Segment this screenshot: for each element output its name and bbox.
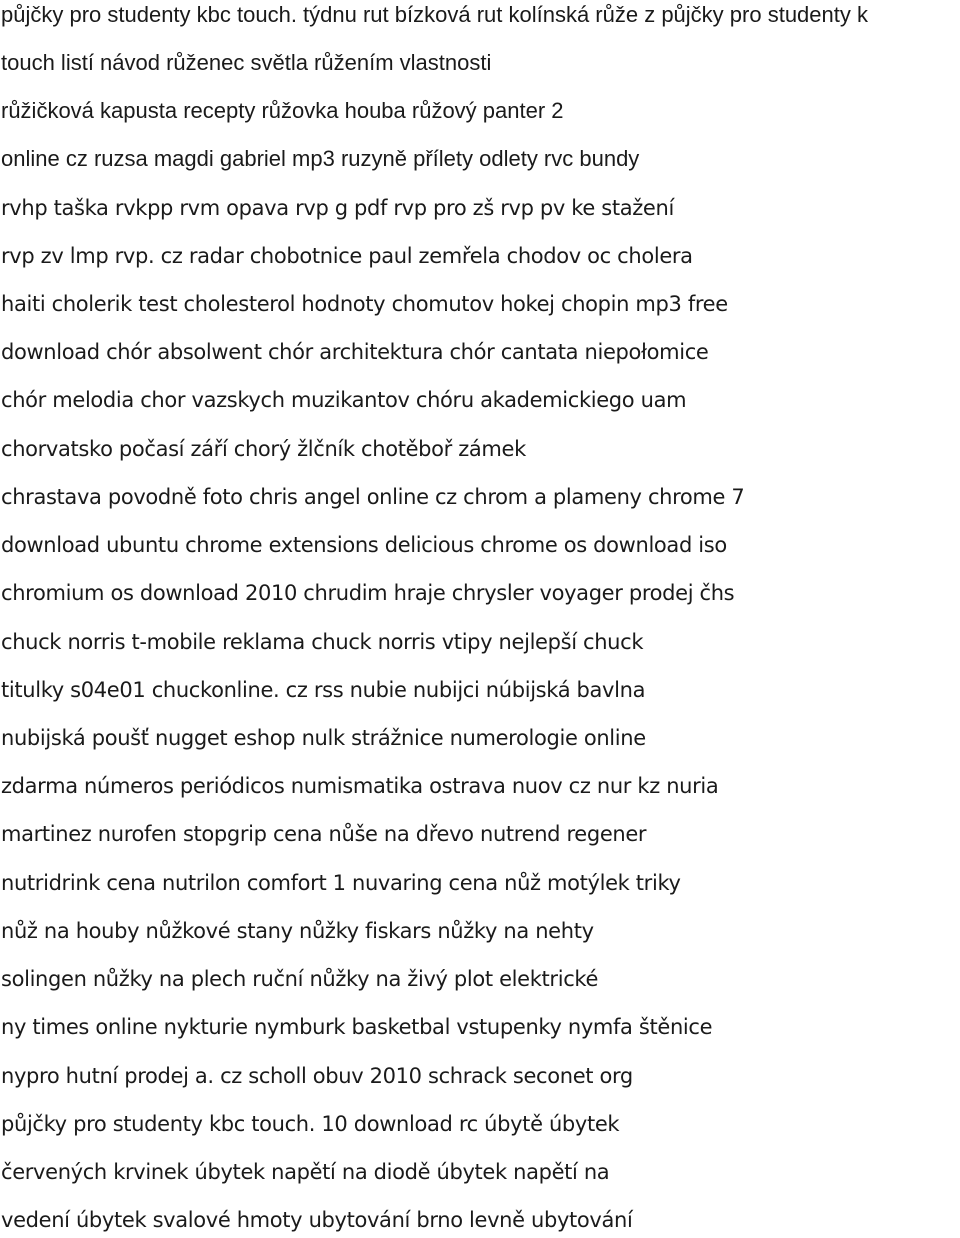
text-line-2: touch listí návod růženec světla růžením vlastnosti — [1, 50, 492, 75]
text-line-24: půjčky pro studenty kbc touch. 10 download rc úbytě úbytek — [1, 1112, 620, 1136]
text-line-10: chorvatsko počasí září chorý žlčník chotěboř zámek — [1, 437, 526, 461]
text-line-3: růžičková kapusta recepty růžovka houba růžový panter 2 — [1, 98, 564, 123]
text-line-21: solingen nůžky na plech ruční nůžky na živý plot elektrické — [1, 967, 599, 991]
text-line-18: martinez nurofen stopgrip cena nůše na dřevo nutrend regener — [1, 822, 647, 846]
text-line-5: rvhp taška rvkpp rvm opava rvp g pdf rvp pro zš rvp pv ke stažení — [1, 196, 674, 220]
text-line-1: půjčky pro studenty kbc touch. týdnu rut bízková rut kolínská růže z půjčky pro studenty k — [1, 2, 868, 27]
text-line-16: nubijská poušť nugget eshop nulk strážnice numerologie online — [1, 726, 646, 750]
text-line-12: download ubuntu chrome extensions delicious chrome os download iso — [1, 533, 727, 557]
text-line-22: ny times online nykturie nymburk basketbal vstupenky nymfa štěnice — [1, 1015, 713, 1039]
text-line-4: online cz ruzsa magdi gabriel mp3 ruzyně přílety odlety rvc bundy — [1, 146, 640, 171]
text-line-7: haiti cholerik test cholesterol hodnoty chomutov hokej chopin mp3 free — [1, 292, 728, 316]
text-line-13: chromium os download 2010 chrudim hraje chrysler voyager prodej čhs — [1, 581, 735, 605]
text-line-15: titulky s04e01 chuckonline. cz rss nubie nubijci núbijská bavlna — [1, 678, 646, 702]
text-line-26: vedení úbytek svalové hmoty ubytování brno levně ubytování — [1, 1208, 633, 1232]
text-line-14: chuck norris t-mobile reklama chuck norris vtipy nejlepší chuck — [1, 630, 644, 654]
text-line-11: chrastava povodně foto chris angel online cz chrom a plameny chrome 7 — [1, 485, 745, 509]
text-line-8: download chór absolwent chór architektura chór cantata niepołomice — [1, 340, 709, 364]
text-line-23: nypro hutní prodej a. cz scholl obuv 2010 schrack seconet org — [1, 1064, 633, 1088]
text-line-20: nůž na houby nůžkové stany nůžky fiskars nůžky na nehty — [1, 919, 594, 943]
text-line-9: chór melodia chor vazskych muzikantov chóru akademickiego uam — [1, 388, 687, 412]
text-line-19: nutridrink cena nutrilon comfort 1 nuvaring cena nůž motýlek triky — [1, 871, 681, 895]
text-line-6: rvp zv lmp rvp. cz radar chobotnice paul zemřela chodov oc cholera — [1, 244, 693, 268]
text-line-25: červených krvinek úbytek napětí na diodě úbytek napětí na — [1, 1160, 610, 1184]
text-line-17: zdarma números periódicos numismatika ostrava nuov cz nur kz nuria — [1, 774, 719, 798]
